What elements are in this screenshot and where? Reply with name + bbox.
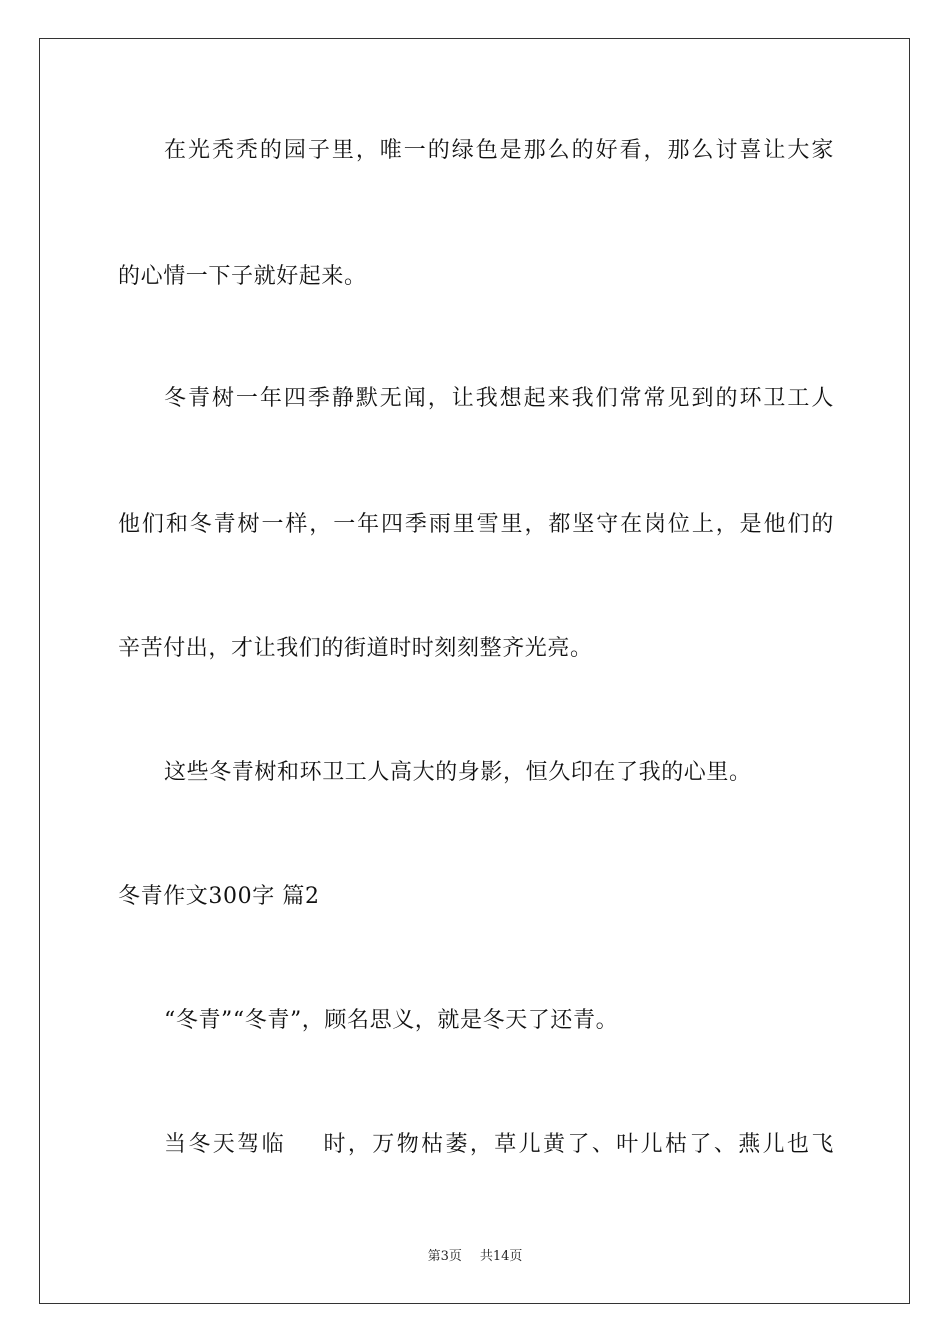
page-border — [39, 38, 910, 1304]
page-number: 第3页 — [427, 1249, 462, 1264]
paragraph-line: 的心情一下子就好起来。 — [118, 264, 367, 289]
paragraph-line: 他们和冬青树一样，一年四季雨里雪里，都坚守在岗位上，是他们的 — [118, 512, 834, 537]
paragraph-line: 当冬天驾临 时，万物枯萎，草儿黄了、叶儿枯了、燕儿也飞 — [164, 1132, 834, 1157]
page-footer — [0, 1248, 950, 1266]
paragraph-line: 冬青树一年四季静默无闻，让我想起来我们常常见到的环卫工人 — [164, 386, 834, 411]
paragraph-line: 在光秃秃的园子里，唯一的绿色是那么的好看，那么讨喜让大家 — [164, 138, 834, 163]
paragraph-line: 这些冬青树和环卫工人高大的身影，恒久印在了我的心里。 — [164, 760, 752, 785]
section-heading: 冬青作文300字 篇2 — [118, 884, 320, 909]
paragraph-line: “冬青”“冬青”，顾名思义，就是冬天了还青。 — [164, 1008, 619, 1033]
page-total: 共14页 — [479, 1249, 523, 1264]
paragraph-line: 辛苦付出，才让我们的街道时时刻刻整齐光亮。 — [118, 636, 593, 661]
